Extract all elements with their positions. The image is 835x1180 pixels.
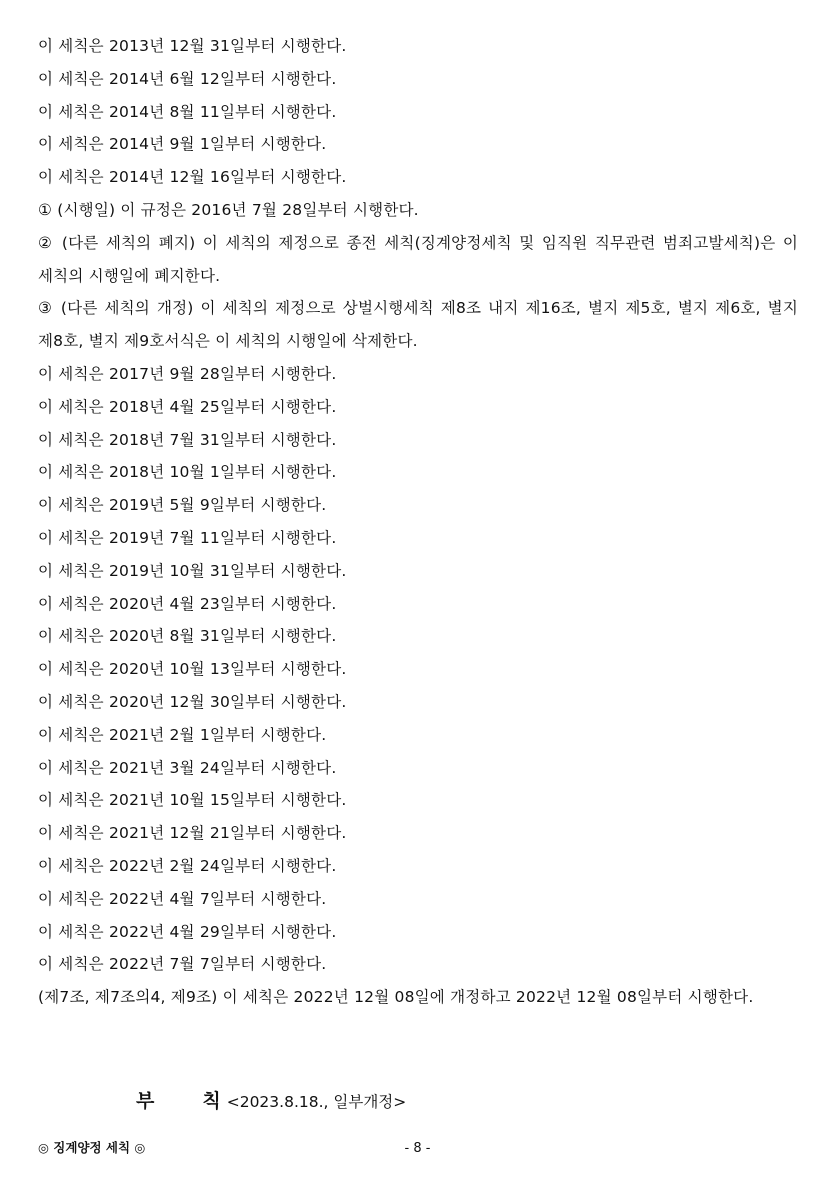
text-line: 이 세칙은 2018년 7월 31일부터 시행한다.: [38, 430, 337, 449]
paragraph-latest-amendment: (제7조, 제7조의4, 제9조) 이 세칙은 2022년 12월 08일에 개정하고 2022년 12월 08일부터 시행한다.: [38, 988, 754, 1007]
supplementary-heading: [136, 1086, 406, 1113]
text-line: 이 세칙은 2021년 2월 1일부터 시행한다.: [38, 725, 327, 744]
text-line: 이 세칙은 2020년 10월 13일부터 시행한다.: [38, 660, 347, 679]
text-line: 이 세칙은 2021년 10월 15일부터 시행한다.: [38, 791, 347, 810]
text-line: 이 세칙은 2020년 4월 23일부터 시행한다.: [38, 594, 337, 613]
text-line: 이 세칙은 2022년 2월 24일부터 시행한다.: [38, 856, 337, 875]
page-number: - 8 -: [404, 1141, 431, 1156]
text-line: 이 세칙은 2022년 4월 29일부터 시행한다.: [38, 922, 337, 941]
text-line: 이 세칙은 2020년 8월 31일부터 시행한다.: [38, 627, 337, 646]
paragraph-amendment: ③ (다른 세칙의 개정) 이 세칙의 제정으로 상벌시행세칙 제8조 내지 제16조, 별지 제5호, 별지 제6호, 별지 제8호, 별지 제9호서식은 이 세칙의 시행일에 삭제한다.: [38, 299, 798, 351]
text-line: 이 세칙은 2019년 7월 11일부터 시행한다.: [38, 528, 337, 547]
supplementary-note: <2023.8.18., 일부개정>: [226, 1093, 407, 1111]
text-line: 이 세칙은 2019년 10월 31일부터 시행한다.: [38, 561, 347, 580]
supplementary-char-2: 칙: [202, 1090, 221, 1112]
text-line: 이 세칙은 2014년 6월 12일부터 시행한다.: [38, 69, 337, 88]
text-line: 이 세칙은 2021년 12월 21일부터 시행한다.: [38, 824, 347, 843]
paragraph-abolition: ② (다른 세칙의 폐지) 이 세칙의 제정으로 종전 세칙(징계양정세칙 및 임직원 직무관련 범죄고발세칙)은 이 세칙의 시행일에 폐지한다.: [38, 233, 798, 285]
text-line: 이 세칙은 2018년 10월 1일부터 시행한다.: [38, 463, 337, 482]
document-body: [38, 30, 798, 1014]
text-line: 이 세칙은 2017년 9월 28일부터 시행한다.: [38, 364, 337, 383]
text-line: 이 세칙은 2014년 12월 16일부터 시행한다.: [38, 168, 347, 187]
text-line: 이 세칙은 2013년 12월 31일부터 시행한다.: [38, 37, 347, 55]
text-line: 이 세칙은 2018년 4월 25일부터 시행한다.: [38, 397, 337, 416]
text-line: 이 세칙은 2022년 7월 7일부터 시행한다.: [38, 955, 327, 974]
text-line: 이 세칙은 2014년 9월 1일부터 시행한다.: [38, 135, 327, 154]
text-line: 이 세칙은 2019년 5월 9일부터 시행한다.: [38, 496, 327, 515]
text-line: 이 세칙은 2022년 4월 7일부터 시행한다.: [38, 889, 327, 908]
supplementary-char-1: 부: [136, 1090, 155, 1112]
text-line: 이 세칙은 2020년 12월 30일부터 시행한다.: [38, 692, 347, 711]
text-line: ① (시행일) 이 규정은 2016년 7월 28일부터 시행한다.: [38, 200, 419, 219]
footer-document-title: ◎ 징계양정 세칙 ◎: [38, 1140, 146, 1155]
text-line: 이 세칙은 2021년 3월 24일부터 시행한다.: [38, 758, 337, 777]
text-line: 이 세칙은 2014년 8월 11일부터 시행한다.: [38, 102, 337, 121]
